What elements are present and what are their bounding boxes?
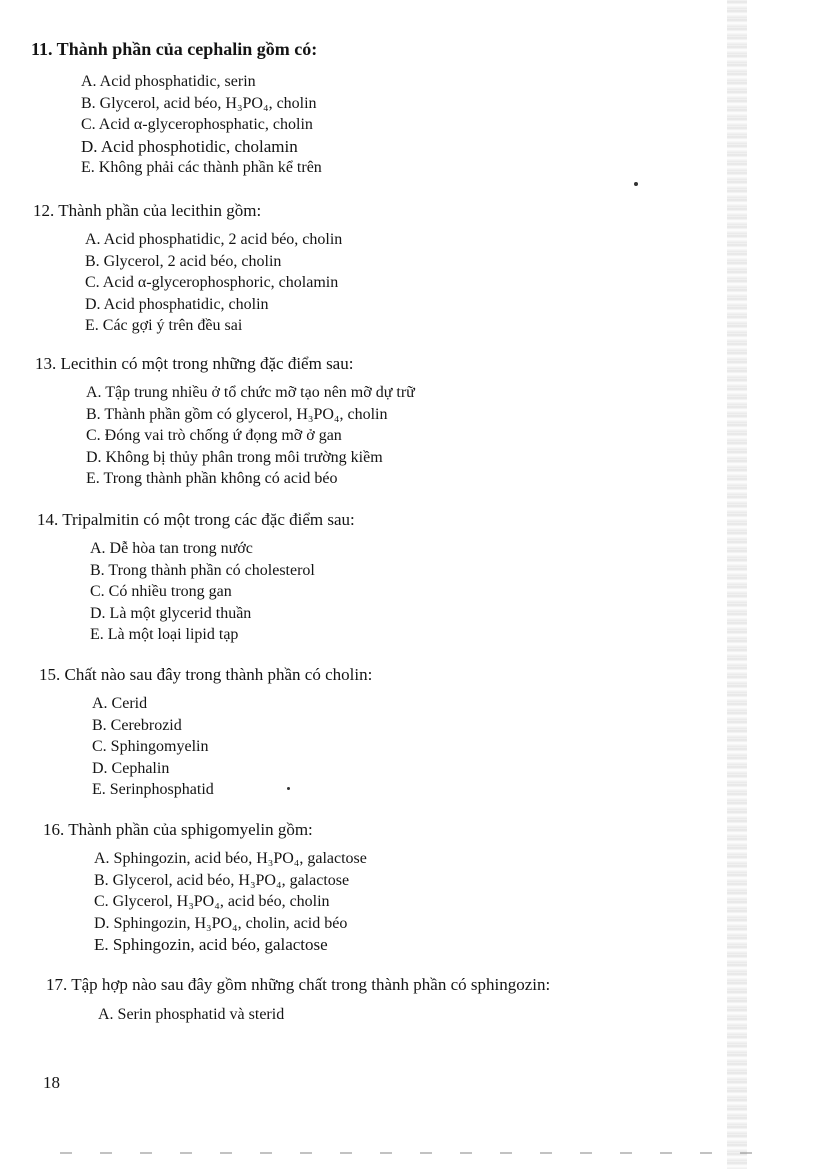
question-title: 12. Thành phần của lecithin gồm:	[33, 201, 262, 220]
option-a: A. Acid phosphatidic, 2 acid béo, cholin	[85, 231, 343, 248]
option-e: E. Các gợi ý trên đều sai	[85, 317, 243, 334]
question-16	[43, 819, 367, 956]
option-list	[81, 71, 322, 179]
question-title: 11. Thành phần của cephalin gồm có:	[31, 39, 318, 59]
question-14	[37, 509, 355, 646]
question-12	[33, 200, 342, 337]
question-title: 15. Chất nào sau đây trong thành phần có cholin:	[39, 665, 373, 684]
option-b: B. Glycerol, 2 acid béo, cholin	[85, 252, 282, 270]
option-list	[90, 538, 355, 646]
option-b: B. Thành phần gồm có glycerol, H₃PO₄, cholin	[86, 405, 388, 423]
option-b: B. Trong thành phần có cholesterol	[90, 561, 315, 579]
option-list	[94, 848, 367, 956]
page-number: 18	[43, 1073, 60, 1092]
option-d: D. Acid phosphatidic, cholin	[85, 295, 269, 313]
scan-bottom-edge	[60, 1152, 760, 1154]
question-title: 13. Lecithin có một trong những đặc điểm sau:	[35, 354, 354, 373]
option-list	[98, 1004, 550, 1026]
option-c: C. Sphingomyelin	[92, 738, 209, 755]
option-b: B. Cerebrozid	[92, 716, 182, 734]
option-c: C. Acid α-glycerophosphatic, cholin	[81, 116, 313, 133]
option-list	[92, 693, 372, 801]
scan-edge-artifact	[727, 0, 747, 1169]
option-e: E. Trong thành phần không có acid béo	[86, 470, 338, 487]
scan-speck	[287, 787, 290, 790]
option-e: E. Là một loại lipid tạp	[90, 626, 239, 643]
question-title: 17. Tập hợp nào sau đây gồm những chất trong thành phần có sphingozin:	[46, 975, 551, 994]
question-11	[31, 38, 322, 179]
option-a: A. Tập trung nhiều ở tổ chức mỡ tạo nên mỡ dự trữ	[86, 384, 415, 401]
option-e: E. Serinphosphatid	[92, 781, 214, 798]
question-title: 16. Thành phần của sphigomyelin gồm:	[43, 820, 313, 839]
option-e: E. Sphingozin, acid béo, galactose	[94, 935, 328, 954]
option-list	[86, 382, 415, 490]
option-d: D. Sphingozin, H₃PO₄, cholin, acid béo	[94, 914, 348, 932]
option-a: A. Sphingozin, acid béo, H₃PO₄, galactose	[94, 850, 367, 867]
option-a: A. Dễ hòa tan trong nước	[90, 540, 253, 557]
option-d: D. Cephalin	[92, 759, 170, 777]
option-d: D. Là một glycerid thuần	[90, 604, 252, 622]
option-e: E. Không phải các thành phần kể trên	[81, 159, 322, 176]
option-c: C. Có nhiều trong gan	[90, 583, 232, 600]
option-a: A. Serin phosphatid và sterid	[98, 1006, 285, 1023]
question-title: 14. Tripalmitin có một trong các đặc điểm sau:	[37, 510, 355, 529]
option-a: A. Cerid	[92, 695, 148, 712]
option-list	[85, 229, 342, 337]
option-d: D. Không bị thủy phân trong môi trường kiềm	[86, 448, 383, 466]
option-d: D. Acid phosphotidic, cholamin	[81, 136, 298, 156]
question-13	[35, 353, 415, 490]
option-a: A. Acid phosphatidic, serin	[81, 73, 256, 90]
option-c: C. Đóng vai trò chống ứ đọng mỡ ở gan	[86, 427, 342, 444]
question-15	[39, 664, 372, 801]
question-17	[46, 974, 550, 1026]
option-c: C. Acid α-glycerophosphoric, cholamin	[85, 274, 339, 291]
scan-speck	[634, 182, 638, 186]
option-b: B. Glycerol, acid béo, H₃PO₄, galactose	[94, 871, 350, 889]
option-c: C. Glycerol, H₃PO₄, acid béo, cholin	[94, 893, 330, 910]
option-b: B. Glycerol, acid béo, H₃PO₄, cholin	[81, 94, 317, 112]
